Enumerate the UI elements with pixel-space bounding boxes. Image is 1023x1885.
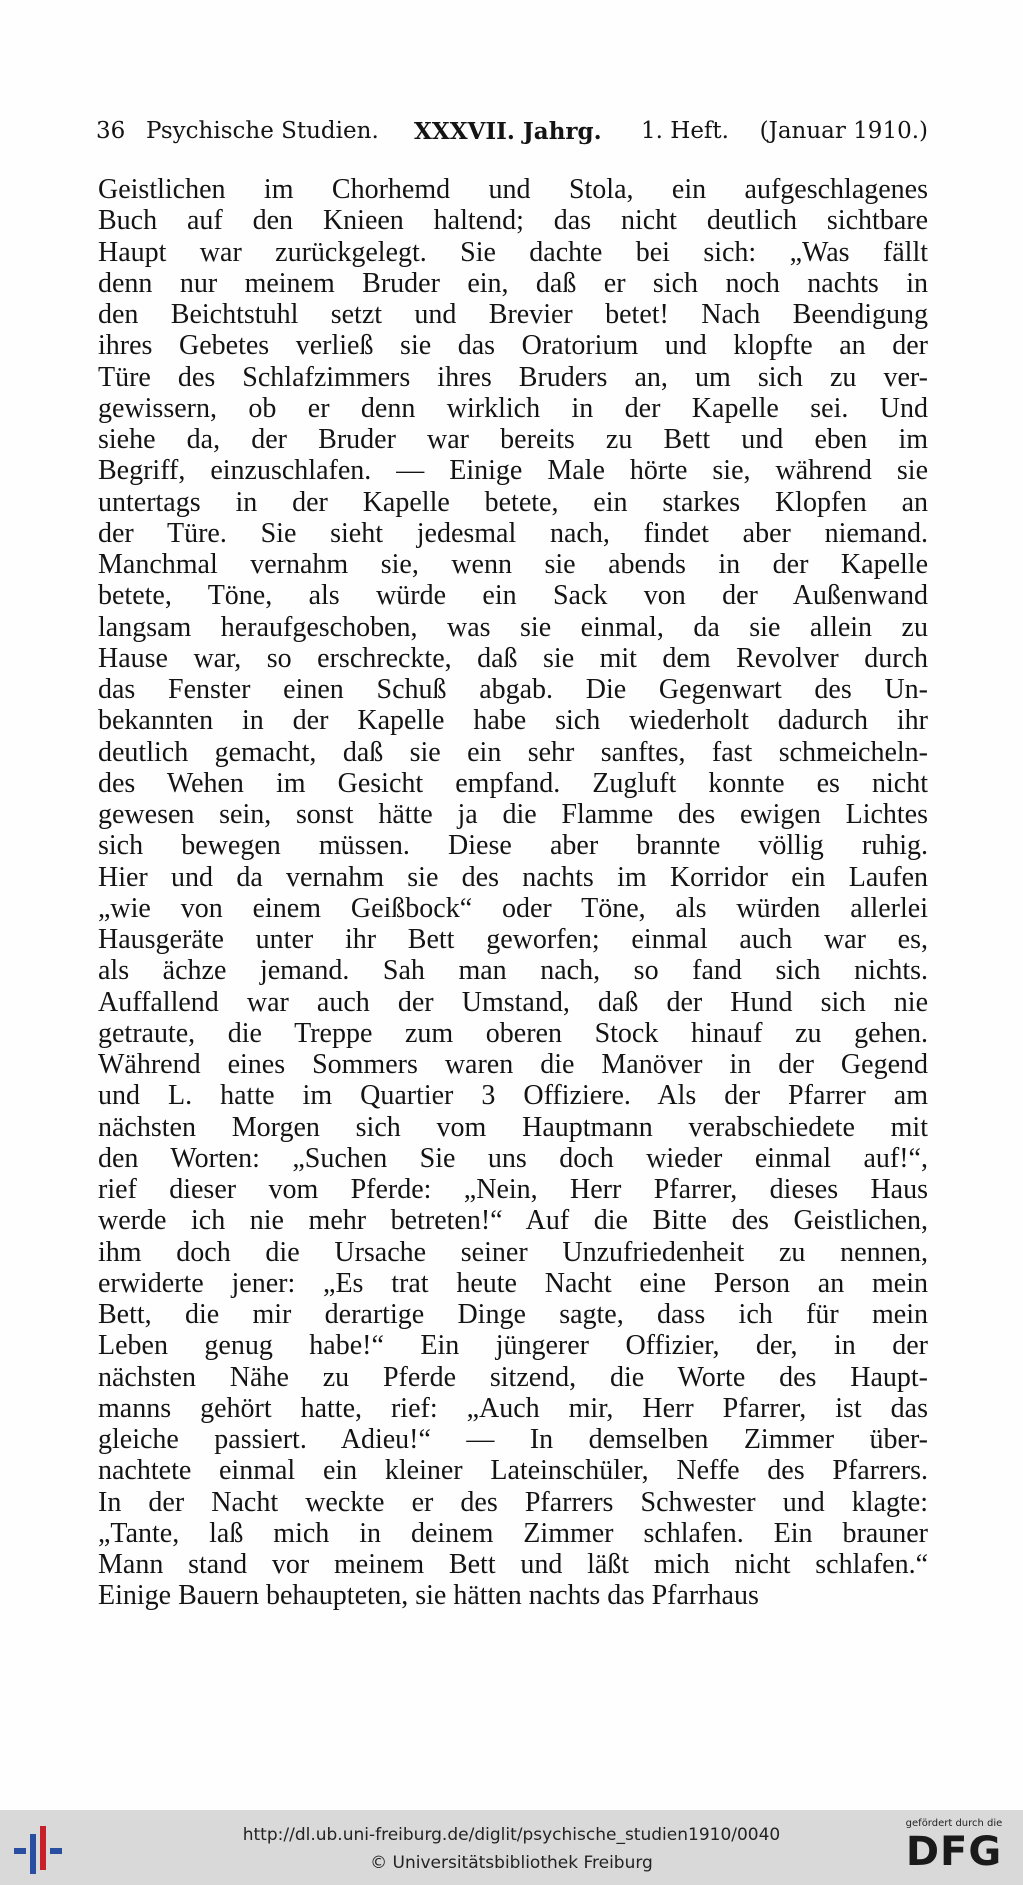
text-line: nächsten Nähe zu Pferde sitzend, die Worte des Haupt-	[98, 1361, 928, 1393]
text-line: Auffallend war auch der Umstand, daß der Hund sich nie	[98, 986, 928, 1018]
text-line: Haupt war zurückgelegt. Sie dachte bei sich: „Was fällt	[98, 236, 928, 268]
text-line: ihm doch die Ursache seiner Unzufriedenheit zu nennen,	[98, 1236, 928, 1268]
text-line: denn nur meinem Bruder ein, daß er sich noch nachts in	[98, 267, 928, 299]
text-line: den Beichtstuhl setzt und Brevier betet! Nach Beendigung	[98, 299, 928, 330]
text-line: Manchmal vernahm sie, wenn sie abends in der Kapelle	[98, 549, 928, 580]
text-line: und L. hatte im Quartier 3 Offiziere. Als der Pfarrer am	[98, 1080, 928, 1112]
copyright-notice: © Universitätsbibliothek Freiburg	[370, 1853, 653, 1873]
text-line: gleiche passiert. Adieu!“ — In demselben Zimmer über-	[98, 1424, 928, 1455]
text-line: sich bewegen müssen. Diese aber brannte völlig ruhig.	[98, 830, 928, 862]
text-line: das Fenster einen Schuß abgab. Die Gegenwart des Un-	[98, 674, 928, 705]
text-line: bekannten in der Kapelle habe sich wiederholt dadurch ihr	[98, 705, 928, 737]
text-line: werde ich nie mehr betreten!“ Auf die Bitte des Geistlichen,	[98, 1205, 928, 1237]
text-line: gewesen sein, sonst hätte ja die Flamme des ewigen Lichtes	[98, 799, 928, 830]
text-line: Leben genug habe!“ Ein jüngerer Offizier, der, in der	[98, 1330, 928, 1362]
text-line: „wie von einem Geißbock“ oder Töne, als würden allerlei	[98, 892, 928, 924]
text-line: des Wehen im Gesicht empfand. Zugluft konnte es nicht	[98, 767, 928, 799]
text-line: manns gehört hatte, rief: „Auch mir, Herr Pfarrer, ist das	[98, 1392, 928, 1424]
text-line: langsam heraufgeschoben, was sie einmal, da sie allein zu	[98, 611, 928, 643]
text-line: Bett, die mir derartige Dinge sagte, dass ich für mein	[98, 1299, 928, 1330]
issue-date: (Januar 1910.)	[759, 118, 928, 144]
text-line: Während eines Sommers waren die Manöver in der Gegend	[98, 1049, 928, 1080]
text-line: gewissern, ob er denn wirklich in der Kapelle sei. Und	[98, 392, 928, 424]
text-line: den Worten: „Suchen Sie uns doch wieder einmal auf!“,	[98, 1142, 928, 1174]
text-line: Geistlichen im Chorhemd und Stola, ein aufgeschlagenes	[98, 174, 928, 205]
dfg-sponsor-logo[interactable]	[899, 1818, 1009, 1878]
body-text	[98, 174, 928, 1612]
text-line: deutlich gemacht, daß sie ein sehr sanftes, fast schmeicheln-	[98, 736, 928, 768]
text-line: Türe des Schlafzimmers ihres Bruders an, um sich zu ver-	[98, 361, 928, 393]
text-line: Hause war, so erschreckte, daß sie mit dem Revolver durch	[98, 642, 928, 674]
text-line: nachtete einmal ein kleiner Lateinschüler, Neffe des Pfarrers.	[98, 1455, 928, 1487]
text-line: Hier und da vernahm sie des nachts im Korridor ein Laufen	[98, 861, 928, 893]
text-line: Mann stand vor meinem Bett und läßt mich nicht schlafen.“	[98, 1549, 928, 1580]
text-line: In der Nacht weckte er des Pfarrers Schwester und klagte:	[98, 1486, 928, 1518]
text-line: der Türe. Sie sieht jedesmal nach, findet aber niemand.	[98, 517, 928, 549]
text-line: getraute, die Treppe zum oberen Stock hinauf zu gehen.	[98, 1017, 928, 1049]
volume-label: XXXVII. Jahrg.	[414, 118, 602, 145]
issue-label: 1. Heft.	[641, 118, 729, 144]
text-line: Hausgeräte unter ihr Bett geworfen; einmal auch war es,	[98, 924, 928, 955]
text-line: betete, Töne, als würde ein Sack von der Außenwand	[98, 580, 928, 612]
text-line: als ächze jemand. Sah man nach, so fand sich nichts.	[98, 955, 928, 987]
text-line: nächsten Morgen sich vom Hauptmann verabschiedete mit	[98, 1111, 928, 1143]
viewer-footer	[0, 1810, 1023, 1885]
text-line: untertags in der Kapelle betete, ein starkes Klopfen an	[98, 486, 928, 518]
text-line: ihres Gebetes verließ sie das Oratorium und klopfte an der	[98, 330, 928, 362]
text-line: rief dieser vom Pferde: „Nein, Herr Pfarrer, dieses Haus	[98, 1174, 928, 1205]
sponsor-caption: gefördert durch die	[905, 1818, 1003, 1829]
text-line: Begriff, einzuschlafen. — Einige Male hörte sie, während sie	[98, 455, 928, 487]
text-line: Einige Bauern behaupteten, sie hätten nachts das Pfarrhaus	[98, 1580, 759, 1612]
dfg-logo-icon: DFG	[905, 1829, 1003, 1875]
page-number: 36	[96, 118, 126, 144]
journal-title: Psychische Studien.	[146, 118, 379, 144]
text-line: siehe da, der Bruder war bereits zu Bett und eben im	[98, 424, 928, 455]
running-header	[96, 118, 928, 154]
text-line: erwiderte jener: „Es trat heute Nacht eine Person an mein	[98, 1267, 928, 1299]
text-line: „Tante, laß mich in deinem Zimmer schlafen. Ein brauner	[98, 1517, 928, 1549]
permalink-url[interactable]: http://dl.ub.uni-freiburg.de/diglit/psychische_studien1910/0040	[242, 1825, 781, 1845]
text-line: Buch auf den Knieen haltend; das nicht deutlich sichtbare	[98, 205, 928, 237]
